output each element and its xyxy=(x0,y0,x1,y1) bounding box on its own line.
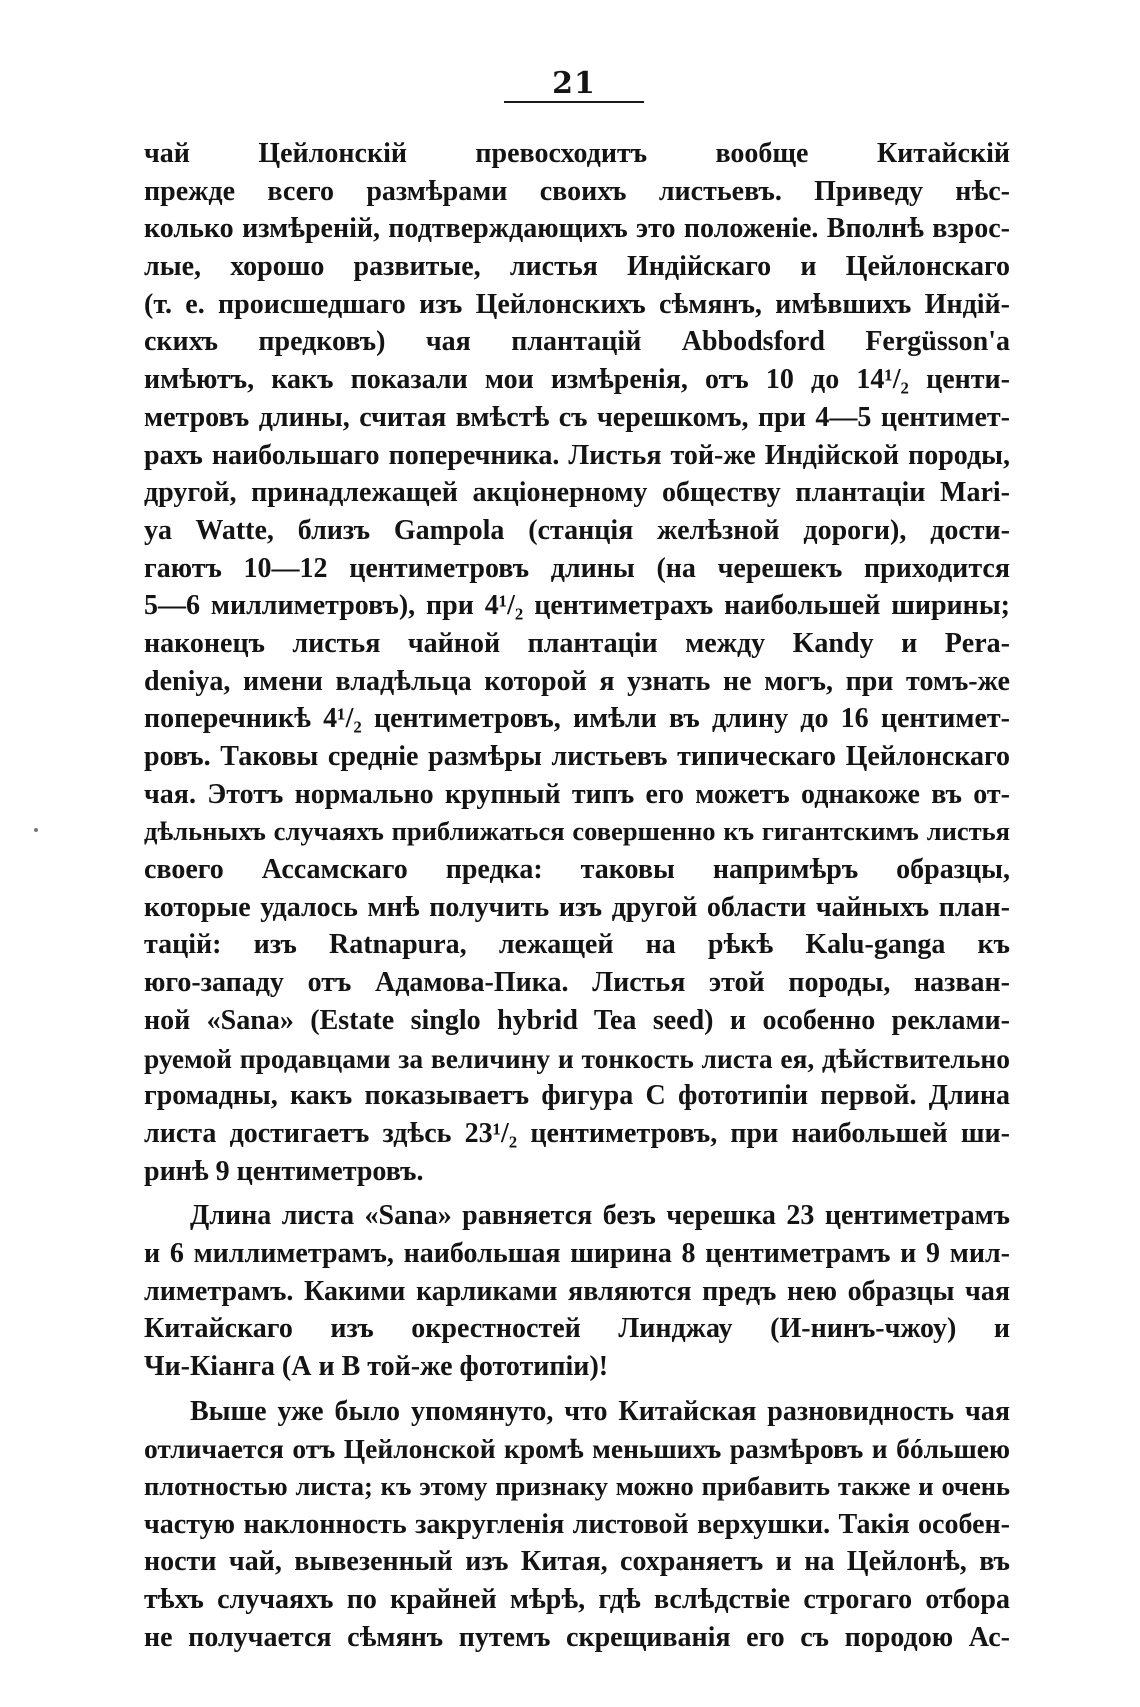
text-line: тацій: изъ Ratnapura, лежащей на рѣкѣ Kalu-ganga къ xyxy=(144,929,1010,961)
text-line: имѣютъ, какъ показали мои измѣренія, отъ 10 до 14¹/₂ центи- xyxy=(144,364,1010,396)
page-number-rule xyxy=(504,101,644,103)
text-line: deniya, имени владѣльца которой я узнать не могъ, при томъ-же xyxy=(144,665,1010,697)
text-line: колько измѣреній, подтверждающихъ это положеніе. Вполнѣ взрос- xyxy=(144,213,1010,245)
text-line: Выше уже было упомянуто, что Китайская разновидность чая xyxy=(190,1395,1010,1427)
page-number: 21 xyxy=(552,66,596,101)
text-line: плотностью листа; къ этому признаку можно прибавить также и очень xyxy=(144,1471,1010,1502)
paragraph-gap xyxy=(144,1190,1010,1197)
text-line: 5—6 миллиметровъ), при 4¹/₂ центиметрахъ наибольшей ширины; xyxy=(144,590,1010,622)
text-line: рахъ наибольшаго поперечника. Листья той-же Индійской породы, xyxy=(144,439,1010,471)
text-line: лиметрамъ. Какими карликами являются предъ нею образцы чая xyxy=(144,1275,1010,1307)
paragraph-gap xyxy=(144,1386,1010,1393)
text-line: тѣхъ случаяхъ по крайней мѣрѣ, гдѣ вслѣдствіе строгаго отбора xyxy=(144,1584,1010,1616)
text-line: гаютъ 10—12 центиметровъ длины (на черешекъ приходится xyxy=(144,552,1010,584)
text-line: ya Watte, близъ Gampola (станція желѣзной дороги), дости- xyxy=(144,514,1010,546)
paragraph-1 xyxy=(144,135,1010,1190)
paragraph-3 xyxy=(144,1393,1010,1657)
text-line: ринѣ 9 центиметровъ. xyxy=(144,1155,424,1187)
text-line: и 6 миллиметрамъ, наибольшая ширина 8 центиметрамъ и 9 мил- xyxy=(144,1237,1010,1269)
paragraph-2 xyxy=(144,1197,1010,1385)
text-line: громадны, какъ показываетъ фигура С фототипіи первой. Длина xyxy=(144,1080,1010,1112)
text-line: не получается сѣмянъ путемъ скрещиванія его съ породою Ас- xyxy=(144,1621,1010,1653)
text-line: поперечникѣ 4¹/₂ центиметровъ, имѣли въ длину до 16 центимет- xyxy=(144,703,1010,735)
text-line: ровъ. Таковы средніе размѣры листьевъ типическаго Цейлонскаго xyxy=(144,741,1010,772)
text-line: руемой продавцами за величину и тонкость листа ея, дѣйствительно xyxy=(144,1042,1010,1074)
text-line: отличается отъ Цейлонской кромѣ меньшихъ размѣровъ и бóльшею xyxy=(144,1433,1010,1465)
text-line: чая. Этотъ нормально крупный типъ его можетъ однакоже въ от- xyxy=(144,778,1010,810)
body-text xyxy=(144,135,1010,1657)
text-line: частую наклонность закругленія листовой верхушки. Такія особен- xyxy=(144,1508,1010,1540)
text-line: другой, принадлежащей акціонерному обществу плантаціи Mari- xyxy=(144,477,1010,509)
margin-speck xyxy=(34,828,38,832)
text-line: лые, хорошо развитые, листья Индійскаго и Цейлонскаго xyxy=(144,251,1010,283)
text-line: скихъ предковъ) чая плантацій Abbodsford Fergüsson'a xyxy=(144,326,1010,358)
text-line: листа достигаетъ здѣсь 23¹/₂ центиметровъ, при наибольшей ши- xyxy=(144,1117,1010,1149)
text-line: наконецъ листья чайной плантаціи между Kandy и Pera- xyxy=(144,627,1010,659)
text-line: ной «Sana» (Estate singlo hybrid Tea seed) и особенно реклами- xyxy=(144,1004,1010,1036)
text-line: (т. е. происшедшаго изъ Цейлонскихъ сѣмянъ, имѣвшихъ Индій- xyxy=(144,288,1010,320)
text-line: чай Цейлонскій превосходитъ вообще Китайскій xyxy=(144,138,1010,169)
text-line: метровъ длины, считая вмѣстѣ съ черешкомъ, при 4—5 центимет- xyxy=(144,401,1010,433)
text-line: дѣльныхъ случаяхъ приближаться совершенно къ гигантскимъ листья xyxy=(144,816,1010,847)
text-line: которые удалось мнѣ получить изъ другой области чайныхъ план- xyxy=(144,891,1010,923)
text-line: Чи-Кіанга (А и В той-же фототипіи)! xyxy=(144,1351,609,1382)
text-line: прежде всего размѣрами своихъ листьевъ. Приведу нѣс- xyxy=(144,175,1010,207)
text-line: своего Ассамскаго предка: таковы напримѣръ образцы, xyxy=(144,854,1010,886)
text-line: Китайскаго изъ окрестностей Линджау (И-нинъ-чжоу) и xyxy=(144,1313,1010,1345)
text-line: ности чай, вывезенный изъ Китая, сохраняетъ и на Цейлонѣ, въ xyxy=(144,1546,1010,1578)
text-line: юго-западу отъ Адамова-Пика. Листья этой породы, назван- xyxy=(144,967,1010,999)
text-line: Длина листа «Sana» равняется безъ черешка 23 центиметрамъ xyxy=(190,1200,1010,1232)
